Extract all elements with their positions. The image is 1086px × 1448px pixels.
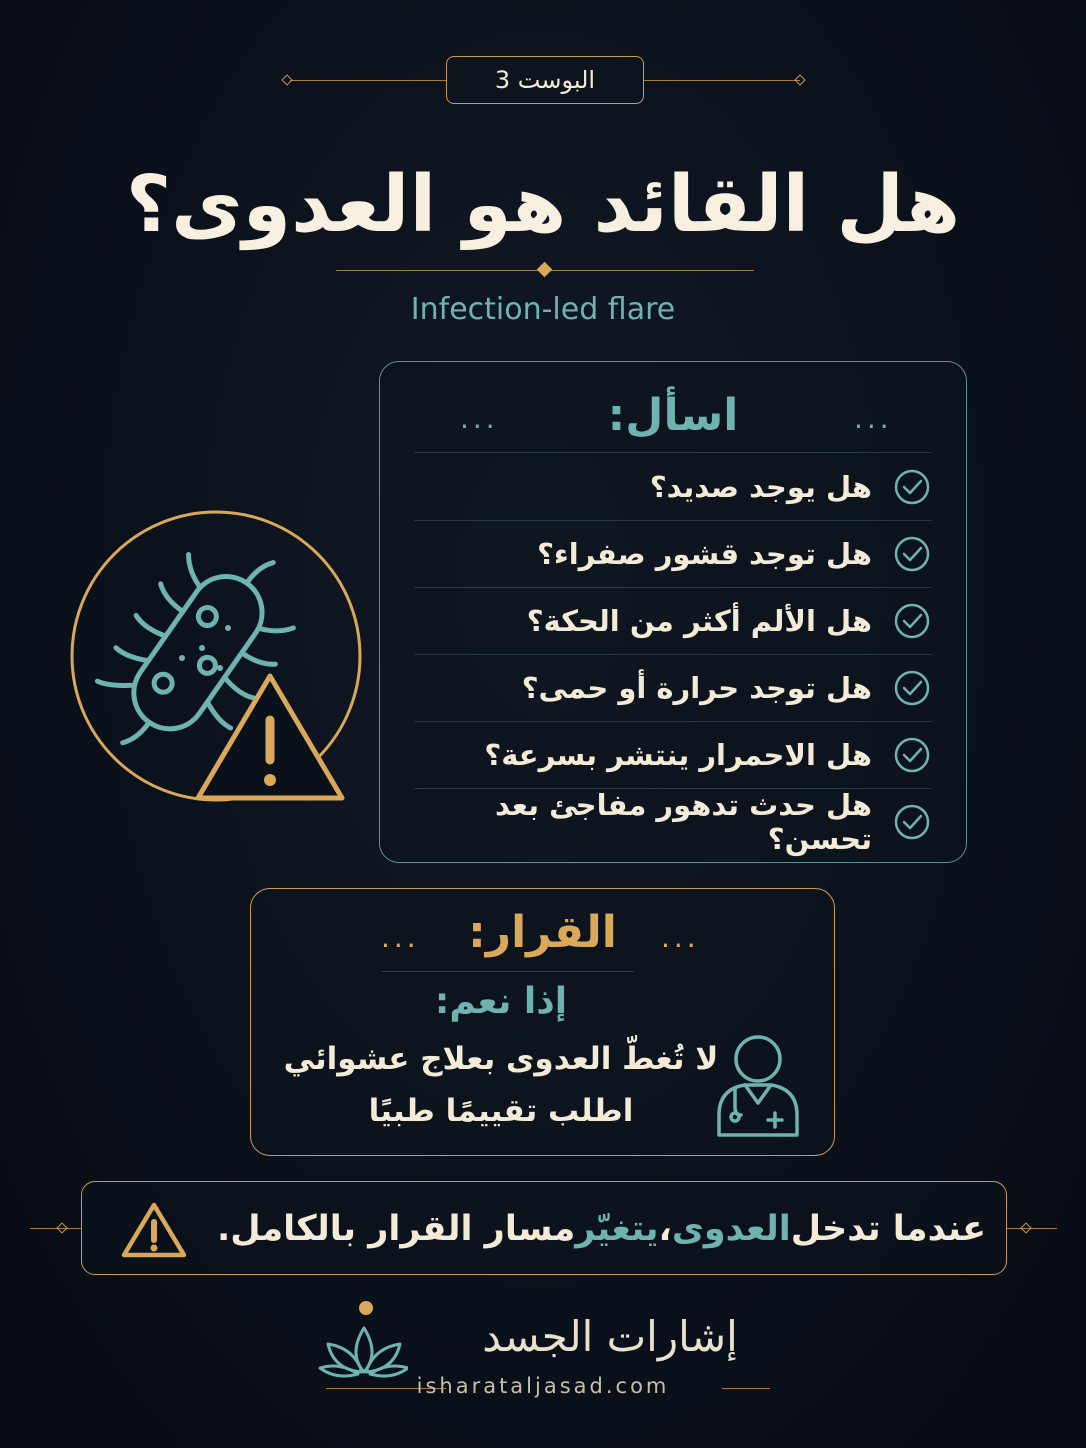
badge-line-right <box>644 80 800 81</box>
ornament-diamond <box>1020 1222 1031 1233</box>
decision-line-2: اطلب تقييمًا طبيًا <box>368 1093 634 1129</box>
question-text: هل حدث تدهور مفاجئ بعد تحسن؟ <box>495 788 872 856</box>
brand-name: إشارات الجسد <box>482 1312 738 1361</box>
conclusion-part-3: مسار القرار بالكامل. <box>216 1209 576 1249</box>
ornament-diamond <box>56 1222 67 1233</box>
question-item <box>410 521 930 587</box>
check-circle-icon <box>894 603 930 639</box>
decision-line-1: لا تُغطّ العدوى بعلاج عشوائي <box>283 1041 719 1077</box>
check-circle-icon <box>894 737 930 773</box>
divider <box>414 452 932 453</box>
title-diamond <box>537 262 553 278</box>
conclusion-part-1: عندما تدخل <box>790 1209 986 1249</box>
ornament-diamond <box>794 74 805 85</box>
conclusion-highlight-1: العدوى <box>671 1209 791 1249</box>
question-text: هل توجد حرارة أو حمى؟ <box>521 671 872 705</box>
warning-icon <box>120 1200 188 1260</box>
banner-line-right <box>1007 1228 1057 1229</box>
conclusion-part-2: ، <box>658 1209 672 1249</box>
conclusion-banner <box>81 1181 1007 1275</box>
conclusion-highlight-2: يتغيّر <box>575 1209 659 1249</box>
badge-line-left <box>290 80 446 81</box>
page-title: هل القائد هو العدوى؟ <box>125 160 961 250</box>
brand-url: isharataljasad.com <box>416 1374 670 1398</box>
check-circle-icon <box>894 536 930 572</box>
question-item <box>410 588 930 654</box>
question-text: هل يوجد صديد؟ <box>649 470 872 504</box>
conclusion-text <box>216 1182 986 1276</box>
questions-panel <box>379 361 967 863</box>
check-circle-icon <box>894 804 930 840</box>
decision-heading: القرار: <box>468 907 617 958</box>
page-subtitle: Infection-led flare <box>410 292 676 327</box>
check-circle-icon <box>894 469 930 505</box>
questions-heading: اسأل: <box>607 390 739 441</box>
post-badge-label: البوست 3 <box>494 66 596 94</box>
question-item <box>410 722 930 788</box>
heading-dots-right: ... <box>854 402 893 435</box>
ornament-diamond <box>281 74 292 85</box>
heading-dots-left: ... <box>381 921 420 954</box>
question-item <box>410 655 930 721</box>
question-text: هل الألم أكثر من الحكة؟ <box>526 604 872 638</box>
question-item <box>410 789 930 855</box>
question-item <box>410 454 930 520</box>
post-badge <box>446 56 644 104</box>
question-text: هل الاحمرار ينتشر بسرعة؟ <box>484 738 872 772</box>
divider <box>381 971 634 972</box>
decision-condition: إذا نعم: <box>434 981 568 1022</box>
decision-panel <box>250 888 835 1156</box>
bacteria-warning-icon <box>70 508 370 816</box>
lotus-icon <box>318 1300 408 1380</box>
question-text: هل توجد قشور صفراء؟ <box>537 537 872 571</box>
heading-dots-left: ... <box>460 402 499 435</box>
check-circle-icon <box>894 670 930 706</box>
doctor-icon <box>713 1031 803 1141</box>
heading-dots-right: ... <box>661 921 700 954</box>
